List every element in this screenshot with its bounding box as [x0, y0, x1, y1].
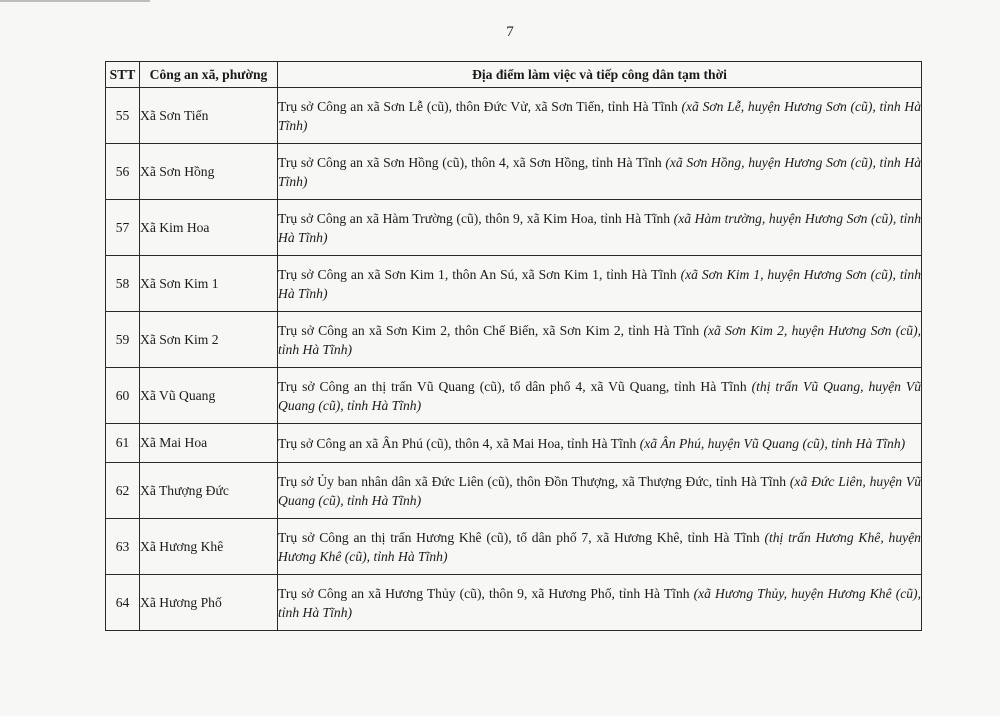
place-note: (xã Sơn Lễ, huyện Hương Sơn (cũ), tỉnh Hà Tĩnh) [278, 98, 921, 133]
header-place: Địa điểm làm việc và tiếp công dân tạm thời [278, 62, 922, 88]
table-row [106, 312, 922, 368]
row-stt: 60 [106, 368, 140, 424]
place-address: Trụ sở Công an xã Sơn Lễ (cũ), thôn Đức Vử, xã Sơn Tiến, tỉnh Hà Tĩnh [278, 98, 682, 114]
row-place [278, 88, 922, 144]
place-note: (xã Hương Thủy, huyện Hương Khê (cũ), tỉnh Hà Tĩnh) [278, 585, 921, 620]
place-address: Trụ sở Công an xã Sơn Kim 2, thôn Chế Biến, xã Sơn Kim 2, tỉnh Hà Tĩnh [278, 322, 704, 338]
row-unit: Xã Mai Hoa [140, 424, 278, 463]
row-stt: 55 [106, 88, 140, 144]
row-stt: 63 [106, 519, 140, 575]
row-place [278, 256, 922, 312]
table-header-row [106, 62, 922, 88]
place-address: Trụ sở Công an xã Sơn Kim 1, thôn An Sú, xã Sơn Kim 1, tỉnh Hà Tĩnh [278, 266, 681, 282]
place-address: Trụ sở Ủy ban nhân dân xã Đức Liên (cũ), thôn Đồn Thượng, xã Thượng Đức, tỉnh Hà Tĩnh [278, 473, 790, 489]
place-address: Trụ sở Công an xã Sơn Hồng (cũ), thôn 4, xã Sơn Hồng, tỉnh Hà Tĩnh [278, 154, 666, 170]
place-note: (xã Đức Liên, huyện Vũ Quang (cũ), tỉnh Hà Tĩnh) [278, 473, 921, 508]
place-address: Trụ sở Công an xã Hương Thủy (cũ), thôn 9, xã Hương Phố, tỉnh Hà Tĩnh [278, 585, 694, 601]
place-note: (thị trấn Hương Khê, huyện Hương Khê (cũ), tỉnh Hà Tĩnh) [278, 529, 921, 564]
place-note: (xã Sơn Kim 1, huyện Hương Sơn (cũ), tỉnh Hà Tĩnh) [278, 266, 921, 301]
header-unit: Công an xã, phường [140, 62, 278, 88]
row-unit: Xã Kim Hoa [140, 200, 278, 256]
row-stt: 61 [106, 424, 140, 463]
table-row [106, 88, 922, 144]
place-address: Trụ sở Công an xã Hàm Trường (cũ), thôn 9, xã Kim Hoa, tỉnh Hà Tĩnh [278, 210, 674, 226]
row-place [278, 312, 922, 368]
row-place [278, 575, 922, 631]
page-number: 7 [506, 24, 514, 40]
table-row [106, 144, 922, 200]
row-place [278, 200, 922, 256]
row-place [278, 519, 922, 575]
place-note: (xã Sơn Hồng, huyện Hương Sơn (cũ), tỉnh Hà Tĩnh) [278, 154, 921, 189]
row-unit: Xã Sơn Hồng [140, 144, 278, 200]
place-note: (xã Hàm trường, huyện Hương Sơn (cũ), tỉnh Hà Tĩnh) [278, 210, 921, 245]
row-place [278, 424, 922, 463]
row-stt: 64 [106, 575, 140, 631]
place-address: Trụ sở Công an thị trấn Hương Khê (cũ), tổ dân phố 7, xã Hương Khê, tỉnh Hà Tĩnh [278, 529, 765, 545]
table-row [106, 575, 922, 631]
row-unit: Xã Hương Phố [140, 575, 278, 631]
table-row [106, 424, 922, 463]
place-address: Trụ sở Công an xã Ân Phú (cũ), thôn 4, xã Mai Hoa, tỉnh Hà Tĩnh [278, 435, 640, 451]
place-note: (xã Ân Phú, huyện Vũ Quang (cũ), tỉnh Hà Tĩnh) [639, 435, 906, 451]
police-locations-table [105, 61, 922, 631]
row-place [278, 368, 922, 424]
row-unit: Xã Vũ Quang [140, 368, 278, 424]
top-edge-rule [0, 0, 150, 2]
table-row [106, 463, 922, 519]
table-row [106, 200, 922, 256]
place-note: (thị trấn Vũ Quang, huyện Vũ Quang (cũ), tỉnh Hà Tĩnh) [278, 378, 921, 413]
row-stt: 62 [106, 463, 140, 519]
row-stt: 57 [106, 200, 140, 256]
row-unit: Xã Thượng Đức [140, 463, 278, 519]
table-row [106, 519, 922, 575]
row-stt: 58 [106, 256, 140, 312]
header-stt: STT [106, 62, 140, 88]
place-address: Trụ sở Công an thị trấn Vũ Quang (cũ), tổ dân phố 4, xã Vũ Quang, tỉnh Hà Tĩnh [278, 378, 752, 394]
row-stt: 59 [106, 312, 140, 368]
row-unit: Xã Sơn Kim 2 [140, 312, 278, 368]
table-row [106, 368, 922, 424]
row-unit: Xã Sơn Tiến [140, 88, 278, 144]
table-row [106, 256, 922, 312]
place-note: (xã Sơn Kim 2, huyện Hương Sơn (cũ), tỉnh Hà Tĩnh) [278, 322, 921, 357]
row-place [278, 463, 922, 519]
row-place [278, 144, 922, 200]
row-stt: 56 [106, 144, 140, 200]
row-unit: Xã Hương Khê [140, 519, 278, 575]
row-unit: Xã Sơn Kim 1 [140, 256, 278, 312]
